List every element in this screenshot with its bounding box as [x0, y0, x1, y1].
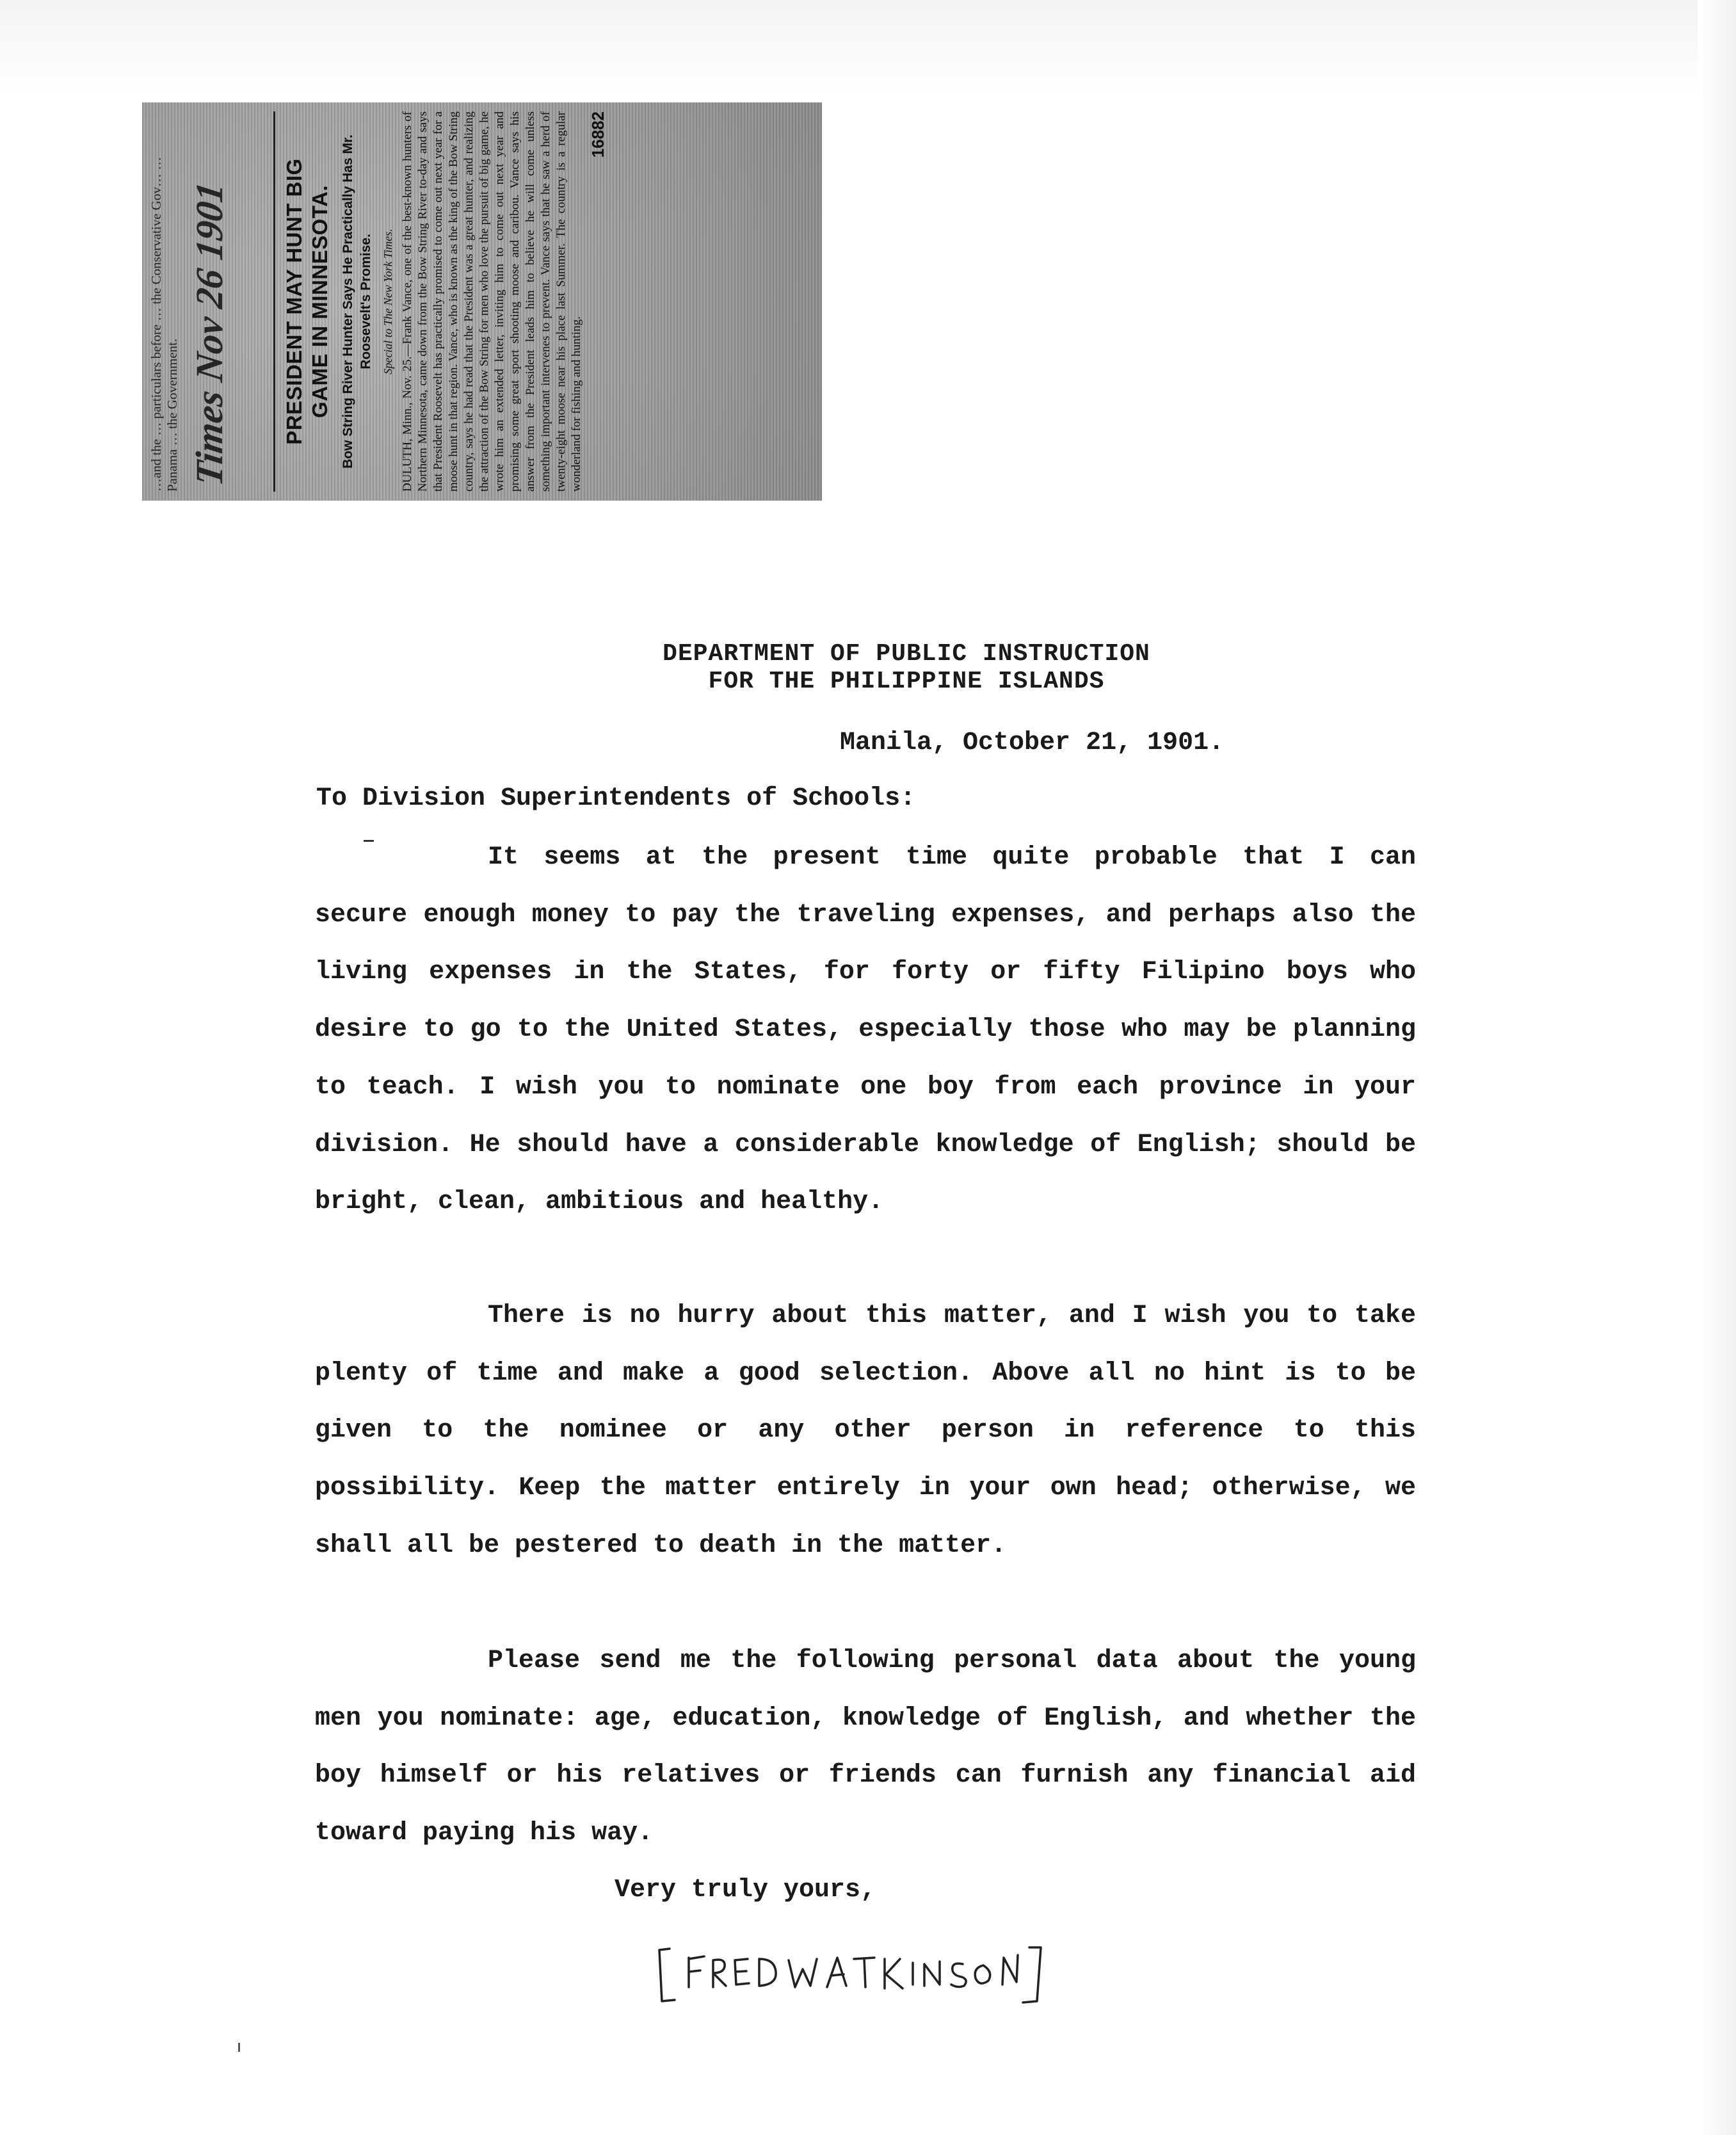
letter-salutation: To Division Superintendents of Schools:	[316, 784, 916, 813]
clipping-dateline: Special to The New York Times.	[382, 229, 394, 375]
clipping-subhead: Bow String River Hunter Says He Practically Has Mr. Roosevelt's Promise.	[341, 134, 373, 469]
letter-date: Manila, October 21, 1901.	[840, 729, 1225, 757]
letter-paragraph-2: There is no hurry about this matter, and I wish you to take plenty of time and make a good selection. Above all no hint is to be given to the nominee or any other person in reference to this possibility. Keep the matter entirely in your own head; otherwise, we shall all be pestered to death in the matter.	[315, 1301, 1416, 1560]
clipping-number: 16882	[588, 111, 607, 158]
letter-paragraph-1: It seems at the present time quite probable that I can secure enough money to pay the traveling expenses, and perhaps also the living expenses in the States, for forty or fifty Filipino boys who desire to go to the United States, especially those who may be planning to teach. I wish you to nominate one boy from each province in your division. He should have a considerable knowledge of English; should be bright, clean, ambitious and healthy.	[315, 843, 1416, 1217]
clipping-upper-text-content: …and the … particulars before … the Conservative Gov… … Panama … the Government.	[149, 156, 180, 492]
letter-heading-line1: DEPARTMENT OF PUBLIC INSTRUCTION	[663, 640, 1150, 668]
clipping-handwritten-stamp: Times Nov 26 1901	[188, 179, 230, 488]
letter-heading-line2: FOR THE PHILIPPINE ISLANDS	[708, 668, 1105, 695]
letter-closing: Very truly yours,	[615, 1876, 876, 1905]
clipping-headline-line1: PRESIDENT MAY HUNT BIG	[282, 158, 306, 445]
clipping-headline-line2: GAME IN MINNESOTA.	[308, 184, 332, 419]
letter-paragraph-3: Please send me the following personal data about the young men you nominate: age, education, knowledge of English, and whether the boy himself or his relatives or friends can furnish any financial aid toward paying his way.	[315, 1647, 1416, 1848]
clipping-body: DULUTH, Minn., Nov. 25.—Frank Vance, one of the best-known hunters of Northern Minnesota, came down from the Bow String River to-day and says that President Roosevelt has practically promised to come out next year for a moose hunt in that region. Vance, who is known as the king of the Bow String country, says he had read that the President was a great hunter, and realizing the attraction of the Bow String for men who love the pursuit of big game, he wrote him an extended letter, inviting him to come out next year and promising some great sport shooting moose and caribou. Vance says his answer from the President leads him to believe he will come unless something important intervenes to prevent. Vance says that he saw a herd of twenty-eight moose near his place last Summer. The country is a regular wonderland for fishing and hunting.	[401, 111, 583, 492]
